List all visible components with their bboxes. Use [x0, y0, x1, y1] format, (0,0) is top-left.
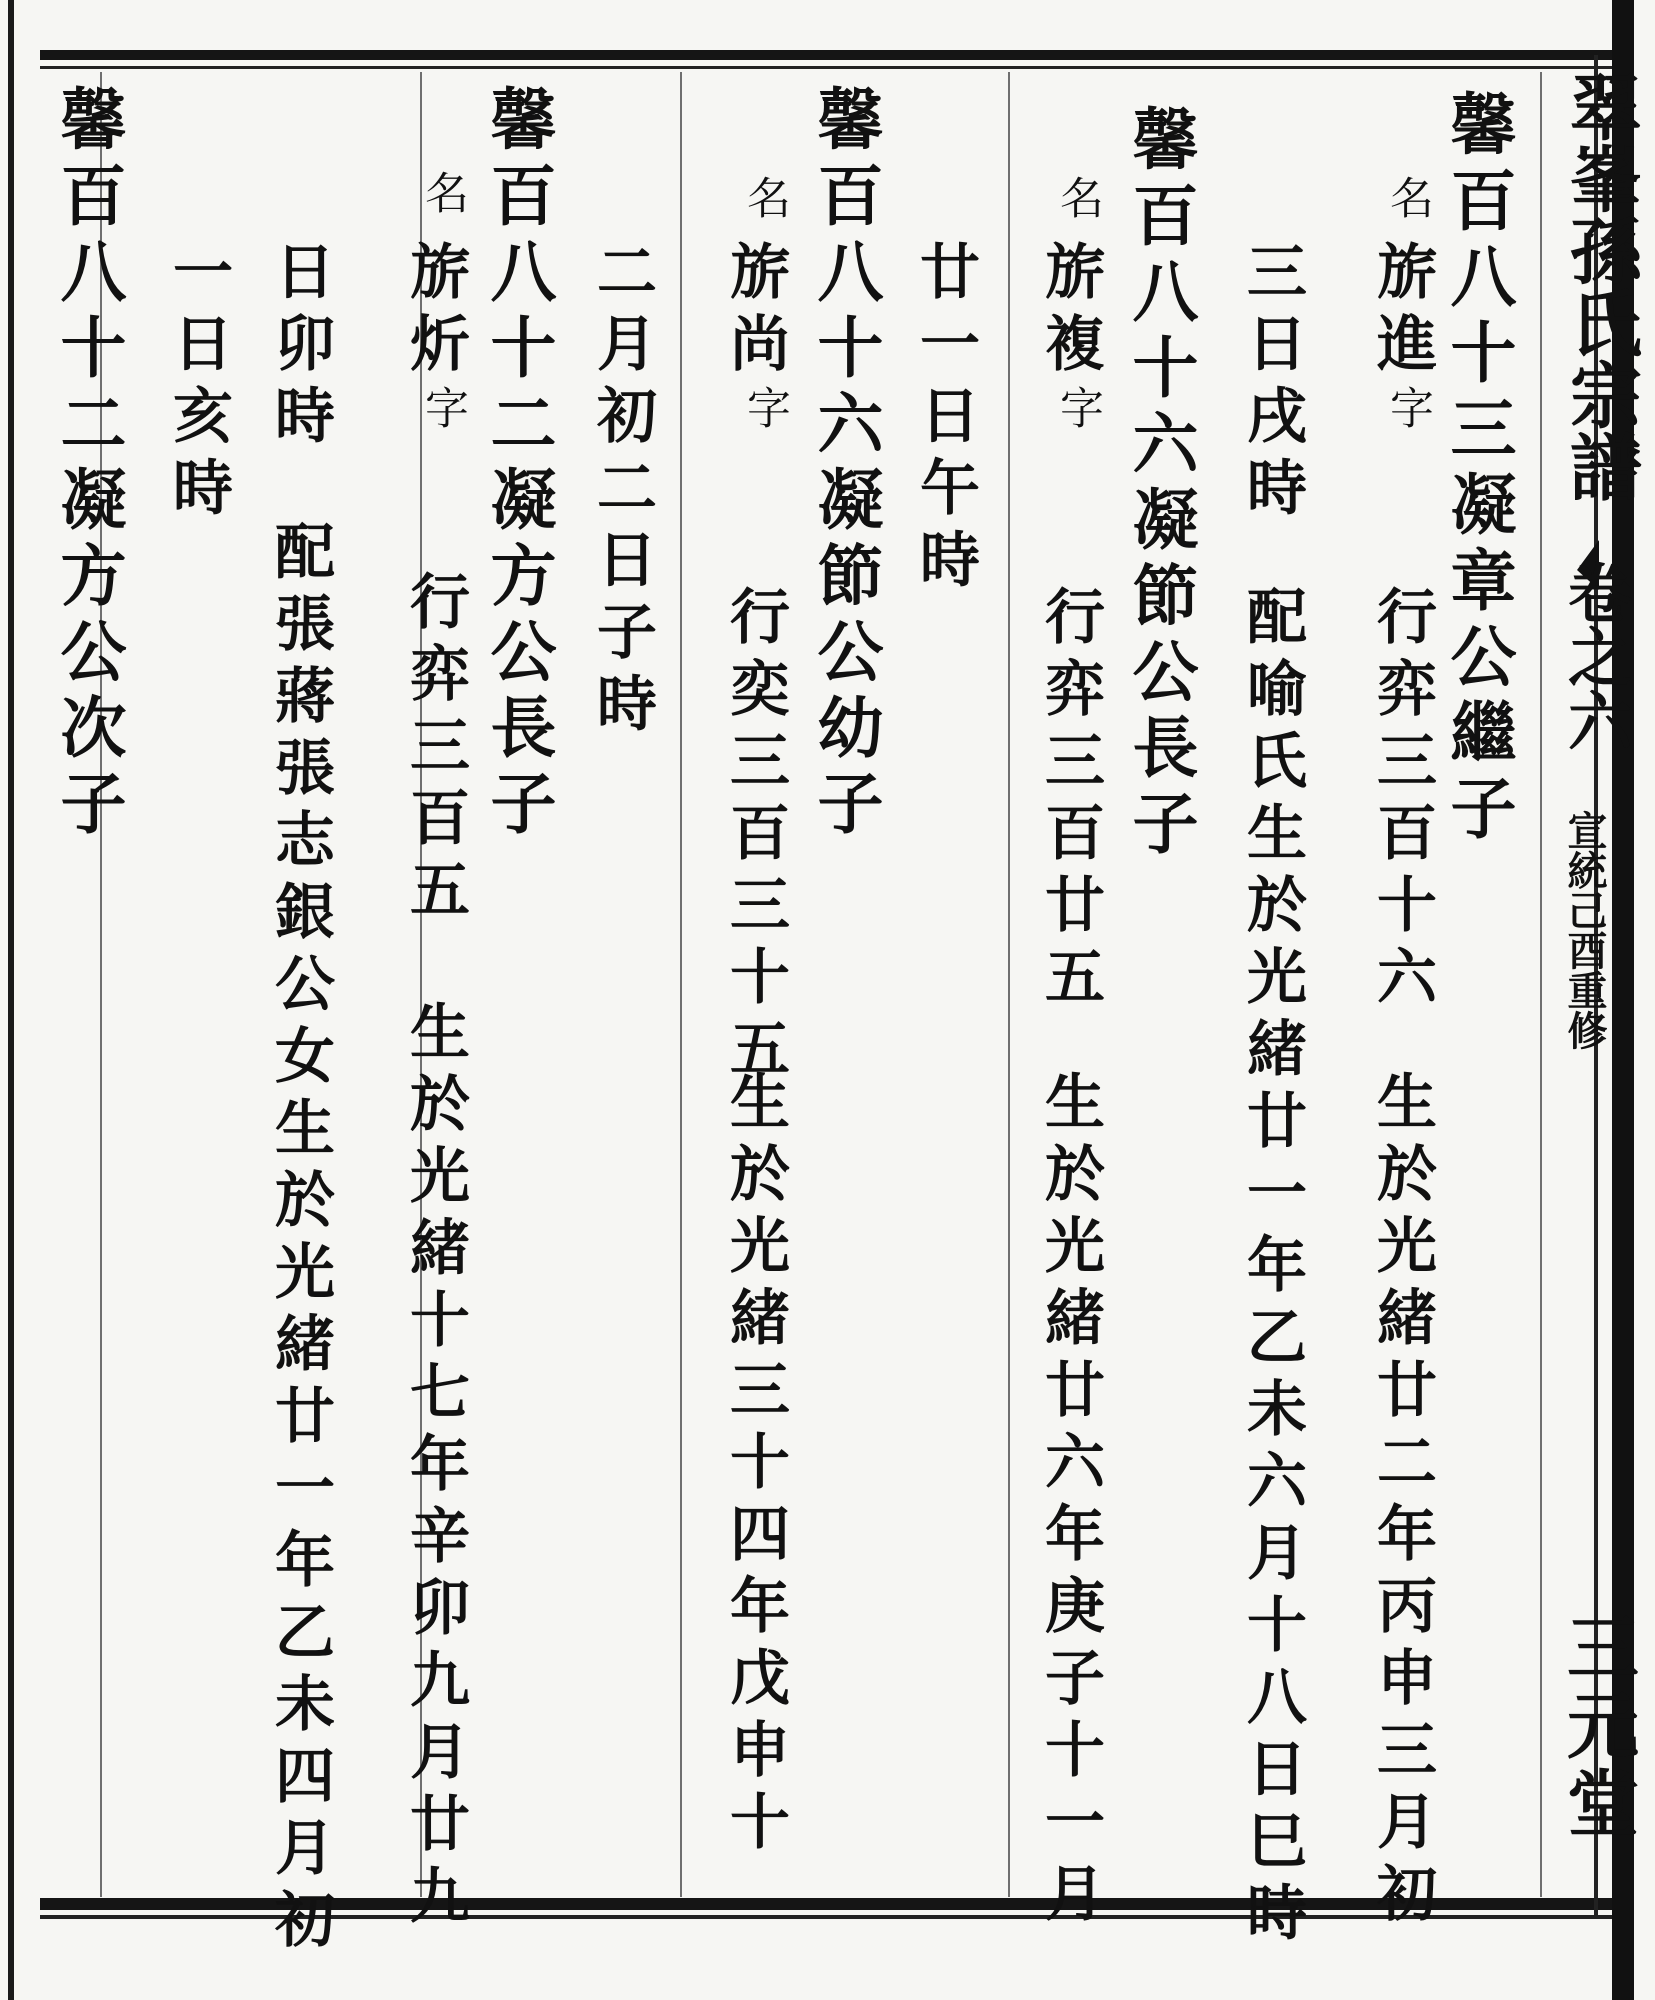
birth-record-cont: 日卯時	[265, 240, 335, 456]
name-label: 名	[739, 175, 790, 219]
column-rule	[1008, 72, 1010, 1897]
spouse-record: 配張蔣張志銀公女生於光緒廿一年乙未四月初	[265, 520, 335, 1960]
birth-record: 生於光緒十七年辛卯九月廿九	[400, 1000, 470, 1936]
courtesy-label: 字	[417, 385, 468, 429]
birth-record-cont: 廿一日午時	[910, 240, 980, 600]
entry-heading: 馨百八十二凝方公長子	[479, 85, 557, 845]
generation-rank: 行弈三百五	[400, 570, 470, 930]
name-label: 名	[1382, 175, 1433, 219]
birth-record: 生於光緒三十四年戊申十	[720, 1070, 790, 1862]
birth-record-cont: 三日戌時	[1237, 240, 1307, 528]
book-title: 翠峯孫氏宗譜	[1558, 70, 1643, 502]
given-name: 旂尚	[720, 240, 790, 384]
volume-number: 卷之六	[1557, 560, 1632, 752]
birth-record: 生於光緒廿二年丙申三月初	[1367, 1070, 1437, 1934]
birth-record: 生於光緒廿六年庚子十一月	[1035, 1070, 1105, 1934]
column-rule	[680, 72, 682, 1897]
entry-heading: 馨百八十三凝章公繼子	[1439, 90, 1517, 850]
courtesy-label: 字	[1052, 385, 1103, 429]
name-label: 名	[417, 170, 468, 214]
generation-rank: 行弈三百十六	[1367, 585, 1437, 1017]
given-name: 旂炘	[400, 240, 470, 384]
courtesy-label: 字	[739, 385, 790, 429]
top-border-thin	[40, 66, 1615, 69]
hall-name: 三元堂	[1555, 1610, 1640, 1844]
generation-rank: 行弈三百廿五	[1035, 585, 1105, 1017]
spouse-record-cont: 一日亥時	[163, 240, 233, 528]
edition-note: 宣統己酉重修	[1561, 810, 1608, 1050]
top-border	[40, 50, 1615, 60]
generation-rank: 行奕三百三十五	[720, 585, 790, 1089]
given-name: 旂進	[1367, 240, 1437, 384]
entry-heading: 馨百八十二凝方公次子	[49, 85, 127, 845]
birth-record-cont: 二月初二日子時	[587, 240, 657, 744]
column-rule	[1540, 72, 1542, 1897]
courtesy-label: 字	[1382, 385, 1433, 429]
left-border	[8, 0, 14, 2000]
name-label: 名	[1052, 175, 1103, 219]
spouse-record: 配喻氏生於光緒廿一年乙未六月十八日巳時	[1237, 585, 1307, 1953]
entry-heading: 馨百八十六凝節公長子	[1121, 105, 1199, 865]
given-name: 旂複	[1035, 240, 1105, 384]
entry-heading: 馨百八十六凝節公幼子	[806, 85, 884, 845]
